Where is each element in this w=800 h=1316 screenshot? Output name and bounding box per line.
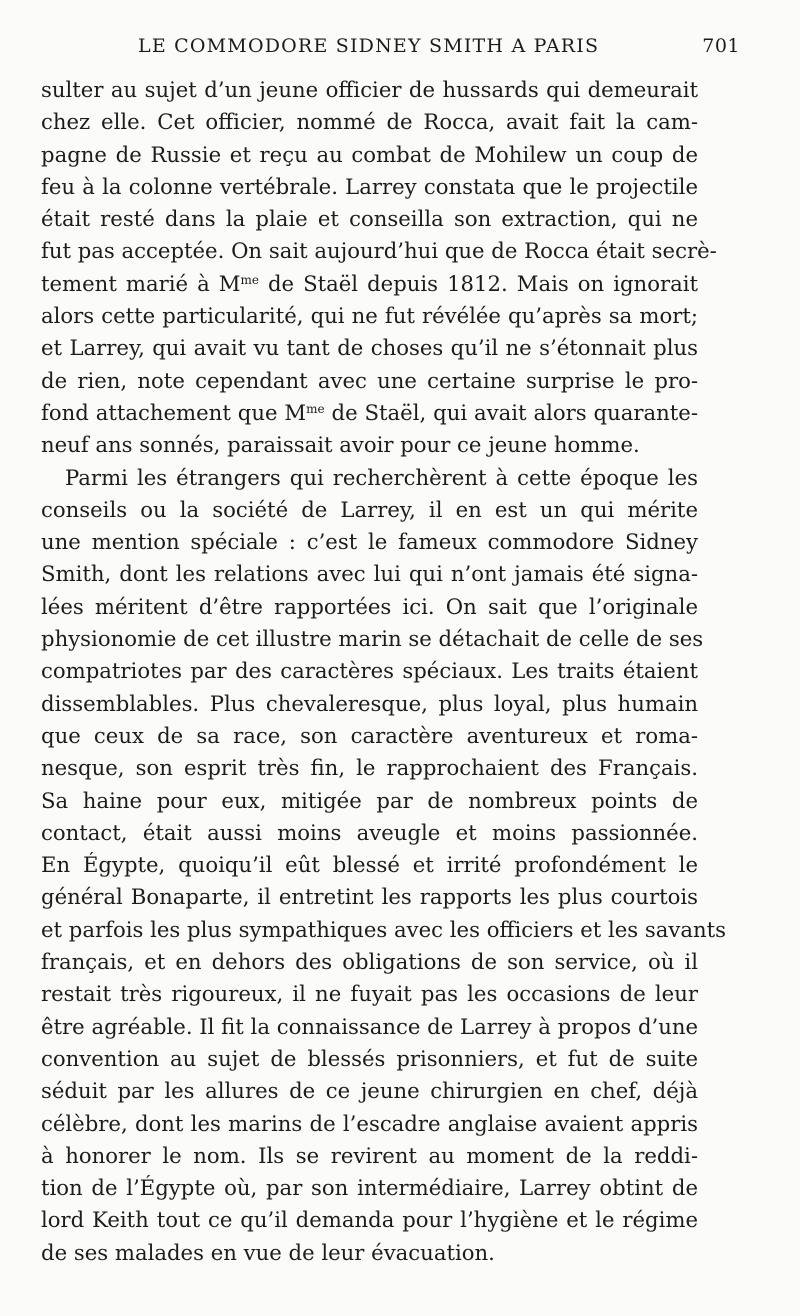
- text-line: feu à la colonne vertébrale. Larrey constata que le projectile: [41, 173, 698, 199]
- text-line: à honorer le nom. Ils se revirent au moment de la reddi-: [41, 1142, 698, 1168]
- running-head: [138, 33, 768, 59]
- text-line: nesque, son esprit très fin, le rapprochaient des Français.: [41, 755, 698, 781]
- text-line: lées méritent d’être rapportées ici. On sait que l’originale: [41, 593, 698, 619]
- text-line: En Égypte, quoiqu’il eût blessé et irrité profondément le: [41, 852, 698, 878]
- text-line: dissemblables. Plus chevaleresque, plus loyal, plus humain: [41, 690, 698, 716]
- paragraph-end-line: de ses malades en vue de leur évacuation.: [41, 1239, 495, 1265]
- text-line: chez elle. Cet officier, nommé de Rocca, avait fait la cam-: [41, 109, 698, 135]
- text-line: Smith, dont les relations avec lui qui n’ont jamais été signa-: [41, 561, 698, 587]
- text-line: séduit par les allures de ce jeune chirurgien en chef, déjà: [41, 1078, 698, 1104]
- body-text: [41, 74, 727, 1269]
- text-line: fut pas acceptée. On sait aujourd’hui que de Rocca était secrè-: [41, 238, 717, 264]
- text-line: et parfois les plus sympathiques avec les officiers et les savants: [41, 916, 727, 942]
- text-line: contact, était aussi moins aveugle et moins passionnée.: [41, 819, 698, 845]
- text-line: et Larrey, qui avait vu tant de choses qu’il ne s’étonnait plus: [41, 335, 698, 361]
- running-title: LE COMMODORE SIDNEY SMITH A PARIS: [138, 35, 600, 57]
- text-fragment: fond attachement que M: [41, 399, 307, 425]
- text-line: était resté dans la plaie et conseilla son extraction, qui ne: [41, 206, 698, 232]
- text-line: pagne de Russie et reçu au combat de Mohilew un coup de: [41, 141, 698, 167]
- text-line: une mention spéciale : c’est le fameux commodore Sidney: [41, 529, 698, 555]
- text-fragment: tement marié à M: [41, 270, 241, 296]
- text-line: tion de l’Égypte où, par son intermédiaire, Larrey obtint de: [41, 1175, 698, 1201]
- paragraph-start-line: Parmi les étrangers qui recherchèrent à cette époque les: [65, 464, 698, 490]
- page-number: 701: [702, 35, 740, 57]
- text-fragment: de Staël depuis 1812. Mais on ignorait: [258, 270, 698, 296]
- paragraph-end-line: neuf ans sonnés, paraissait avoir pour ce jeune homme.: [41, 432, 640, 458]
- text-line: de rien, note cependant avec une certaine surprise le pro-: [41, 367, 698, 393]
- text-line: alors cette particularité, qui ne fut révélée qu’après sa mort;: [41, 303, 698, 329]
- text-line: compatriotes par des caractères spéciaux. Les traits étaient: [41, 658, 698, 684]
- superscript: me: [240, 272, 259, 287]
- superscript: me: [306, 401, 325, 416]
- text-line: célèbre, dont les marins de l’escadre anglaise avaient appris: [41, 1110, 698, 1136]
- text-line: lord Keith tout ce qu’il demanda pour l’hygiène et le régime: [41, 1207, 698, 1233]
- text-line: physionomie de cet illustre marin se détachait de celle de ses: [41, 626, 704, 652]
- text-line: Sa haine pour eux, mitigée par de nombreux points de: [41, 787, 698, 813]
- text-line: que ceux de sa race, son caractère aventureux et roma-: [41, 722, 698, 748]
- text-line: français, et en dehors des obligations de son service, où il: [41, 949, 698, 975]
- text-line: sulter au sujet d’un jeune officier de hussards qui demeurait: [41, 77, 698, 102]
- text-line: conseils ou la société de Larrey, il en est un qui mérite: [41, 496, 698, 522]
- text-line: [41, 397, 698, 429]
- text-line: être agréable. Il fit la connaissance de Larrey à propos d’une: [41, 1013, 699, 1039]
- text-fragment: de Staël, qui avait alors quarante-: [324, 399, 698, 425]
- text-line: convention au sujet de blessés prisonniers, et fut de suite: [41, 1045, 698, 1071]
- text-line: [41, 268, 698, 300]
- text-line: général Bonaparte, il entretint les rapports les plus courtois: [41, 884, 698, 910]
- text-line: restait très rigoureux, il ne fuyait pas les occasions de leur: [41, 981, 698, 1007]
